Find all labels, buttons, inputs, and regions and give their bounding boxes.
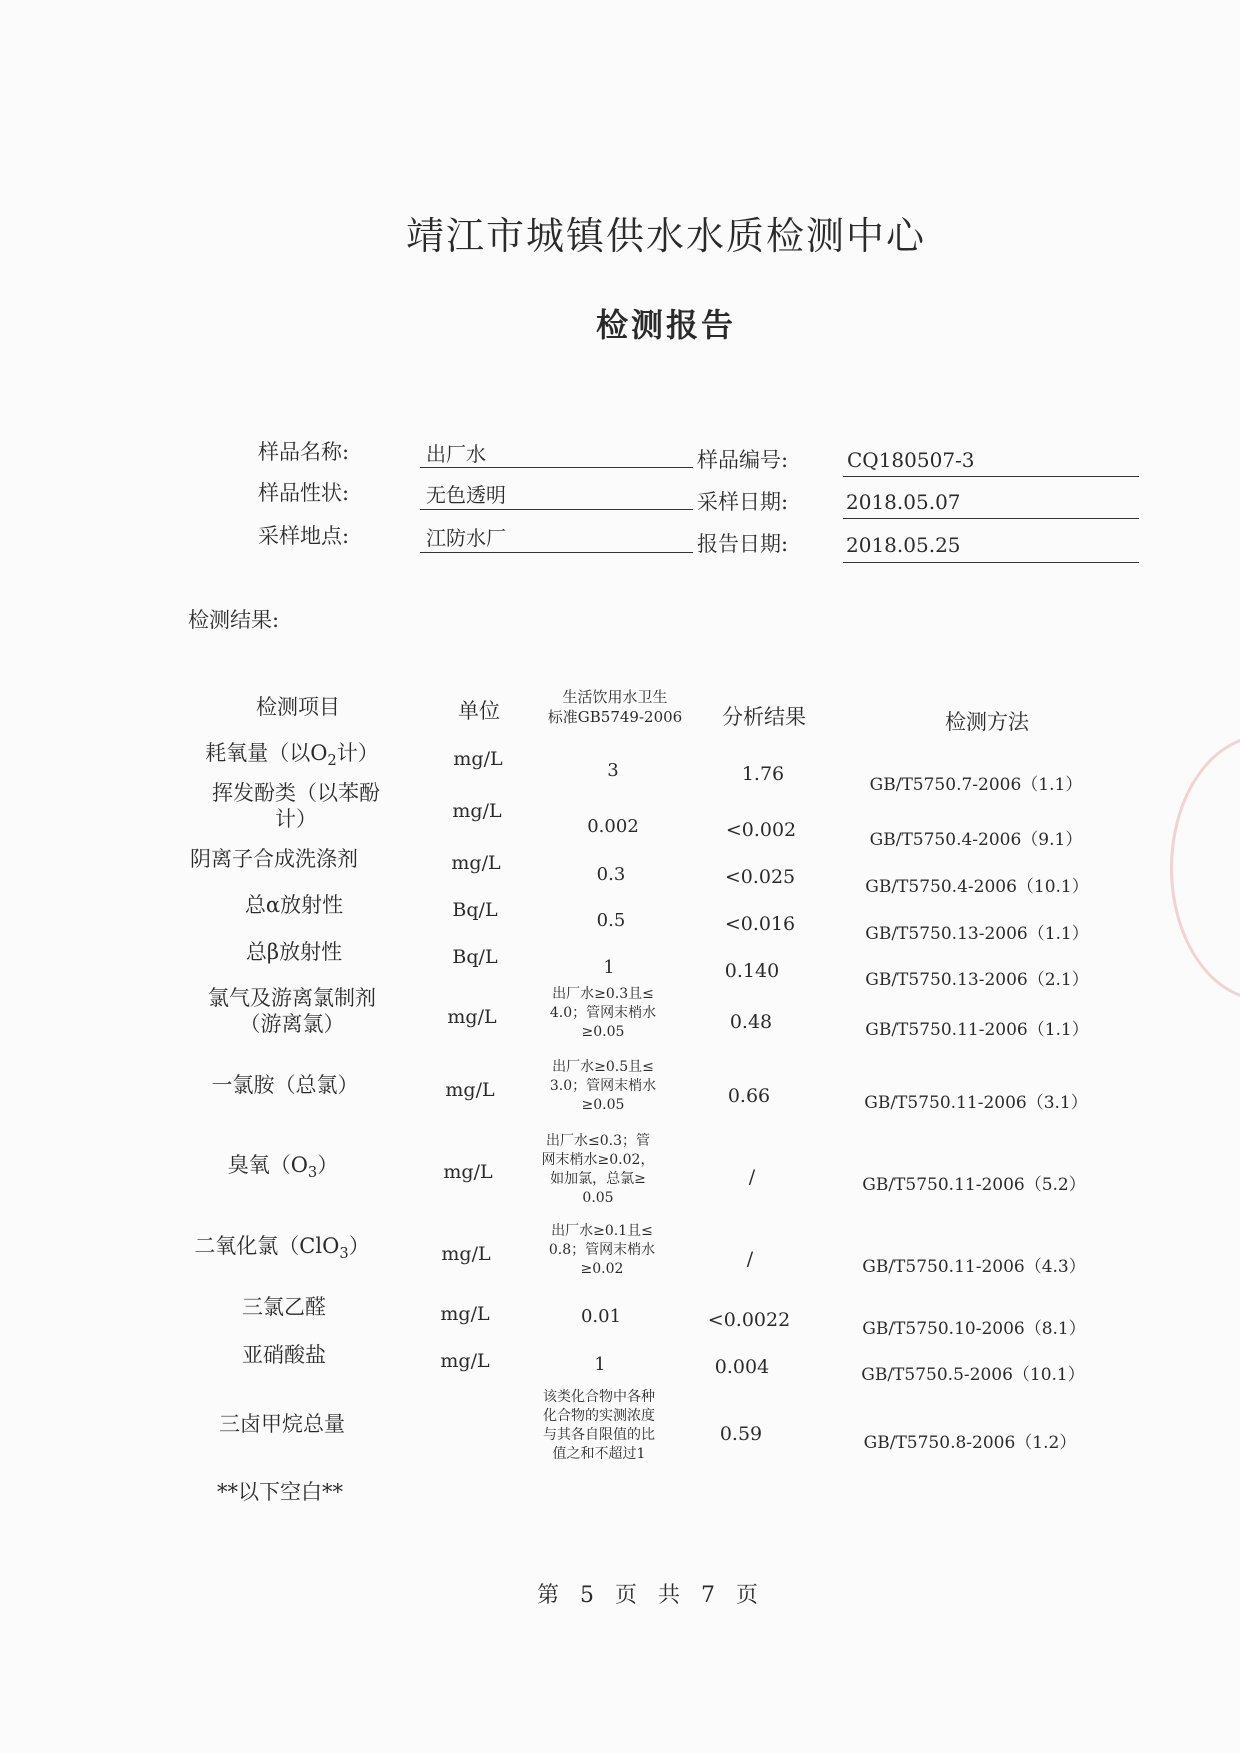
table-row-result: 0.59 <box>719 1423 763 1445</box>
table-row-method: GB/T5750.5-2006（10.1） <box>861 1365 1085 1385</box>
table-row-item: 氯气及游离氯制剂 （游离氯） <box>208 986 376 1036</box>
table-row-item: 挥发酚类（以苯酚 计） <box>212 781 380 831</box>
table-row-unit: mg/L <box>453 748 503 770</box>
table-row-result: <0.016 <box>724 913 796 935</box>
sample-nature-underline <box>420 509 693 510</box>
table-row-unit: mg/L <box>451 852 501 874</box>
table-row-standard: 1 <box>594 1354 606 1375</box>
sample-name-label: 样品名称: <box>258 440 350 464</box>
table-row-standard: 3 <box>607 760 619 781</box>
table-row-standard: 1 <box>603 957 615 978</box>
table-row-result: <0.002 <box>725 819 797 841</box>
table-row-method: GB/T5750.4-2006（10.1） <box>865 877 1089 897</box>
table-row-result: <0.0022 <box>707 1309 791 1331</box>
sample-nature-value: 无色透明 <box>426 483 506 507</box>
report-title: 检测报告 <box>595 306 737 344</box>
table-row-item: 三氯乙醛 <box>242 1295 326 1319</box>
table-row-item: 臭氧$(O_3)$ <box>227 1153 339 1182</box>
sampling-date-underline <box>843 518 1139 519</box>
table-row-item: 阴离子合成洗涤剂 <box>190 847 358 871</box>
table-row-item: 总α放射性 <box>244 893 344 917</box>
table-row-standard: 0.5 <box>596 910 626 931</box>
header-method: 检测方法 <box>945 710 1029 734</box>
sampling-place-label: 采样地点: <box>258 524 350 548</box>
table-row-unit: mg/L <box>445 1079 495 1101</box>
table-row-item: 耗氧量（以$O_2$计） <box>205 741 379 770</box>
table-row-result: 0.140 <box>724 960 780 982</box>
table-row-result: 0.66 <box>727 1085 771 1107</box>
table-row-standard: 出厂水≥0.5且≤ 3.0；管网末梢水 ≥0.05 <box>549 1059 657 1113</box>
sample-no-underline <box>843 476 1139 477</box>
table-row-method: GB/T5750.11-2006（1.1） <box>865 1020 1089 1040</box>
table-row-unit: Bq/L <box>452 946 498 968</box>
table-row-item: 二氧化氯（ClO$_3$） <box>194 1234 370 1263</box>
table-row-item: 三卤甲烷总量 <box>219 1412 345 1436</box>
table-row-result: <0.025 <box>724 866 796 888</box>
header-item: 检测项目 <box>256 695 340 719</box>
table-row-method: GB/T5750.13-2006（1.1） <box>865 924 1089 944</box>
sampling-place-underline <box>420 552 693 553</box>
sample-no-value: CQ180507-3 <box>847 448 975 472</box>
table-row-standard: 出厂水≥0.3且≤ 4.0；管网末梢水 ≥0.05 <box>549 986 657 1040</box>
table-row-standard: 0.01 <box>580 1306 622 1327</box>
table-row-method: GB/T5750.11-2006（5.2） <box>862 1175 1086 1195</box>
sample-name-value: 出厂水 <box>426 442 486 466</box>
header-standard: 生活饮用水卫生 标准GB5749-2006 <box>547 688 683 726</box>
table-row-standard: 出厂水≥0.1且≤ 0.8；管网末梢水 ≥0.02 <box>548 1223 656 1277</box>
table-row-unit: mg/L <box>443 1161 493 1183</box>
table-row-standard: 0.002 <box>587 816 639 837</box>
table-row-unit: Bq/L <box>452 899 498 921</box>
end-note: **以下空白** <box>217 1480 343 1504</box>
table-row-standard: 0.3 <box>596 864 626 885</box>
table-row-standard: 出厂水≤0.3；管 网末梢水≥0.02， 如加氯，总氯≥ 0.05 <box>541 1133 655 1206</box>
report-date-label: 报告日期: <box>697 532 789 556</box>
table-row-standard: 该类化合物中各种 化合物的实测浓度 与其各自限值的比 值之和不超过1 <box>543 1389 655 1462</box>
seal-stamp <box>1170 735 1240 1001</box>
header-unit: 单位 <box>458 699 500 723</box>
table-row-unit: mg/L <box>452 800 502 822</box>
table-row-method: GB/T5750.11-2006（4.3） <box>862 1257 1086 1277</box>
table-row-result: 0.004 <box>714 1356 770 1378</box>
table-row-item: 亚硝酸盐 <box>242 1343 326 1367</box>
sampling-date-value: 2018.05.07 <box>846 490 961 514</box>
table-row-unit: mg/L <box>441 1243 491 1265</box>
page-number: 第 5 页 共 7 页 <box>537 1583 758 1608</box>
table-row-item: 一氯胺（总氯） <box>211 1073 359 1097</box>
table-row-result: / <box>746 1248 754 1270</box>
report-date-value: 2018.05.25 <box>846 533 961 557</box>
table-row-unit: mg/L <box>440 1350 490 1372</box>
results-label: 检测结果: <box>188 608 280 632</box>
table-row-method: GB/T5750.10-2006（8.1） <box>862 1319 1086 1339</box>
sampling-place-value: 江防水厂 <box>426 526 506 550</box>
organization-title: 靖江市城镇供水水质检测中心 <box>405 214 927 258</box>
table-row-method: GB/T5750.8-2006（1.2） <box>863 1433 1077 1453</box>
header-result: 分析结果 <box>722 705 806 729</box>
table-row-unit: mg/L <box>440 1303 490 1325</box>
table-row-method: GB/T5750.13-2006（2.1） <box>865 970 1089 990</box>
sampling-date-label: 采样日期: <box>697 490 789 514</box>
table-row-result: 0.48 <box>729 1011 773 1033</box>
table-row-unit: mg/L <box>447 1006 497 1028</box>
table-row-method: GB/T5750.11-2006（3.1） <box>864 1093 1088 1113</box>
sample-name-underline <box>420 467 693 468</box>
table-row-result: 1.76 <box>741 763 785 785</box>
table-row-result: / <box>748 1166 756 1188</box>
table-row-method: GB/T5750.4-2006（9.1） <box>869 830 1083 850</box>
table-row-item: 总β放射性 <box>245 940 343 964</box>
sample-nature-label: 样品性状: <box>258 481 350 505</box>
report-date-underline <box>843 562 1139 563</box>
sample-no-label: 样品编号: <box>697 448 789 472</box>
table-row-method: GB/T5750.7-2006（1.1） <box>869 775 1083 795</box>
